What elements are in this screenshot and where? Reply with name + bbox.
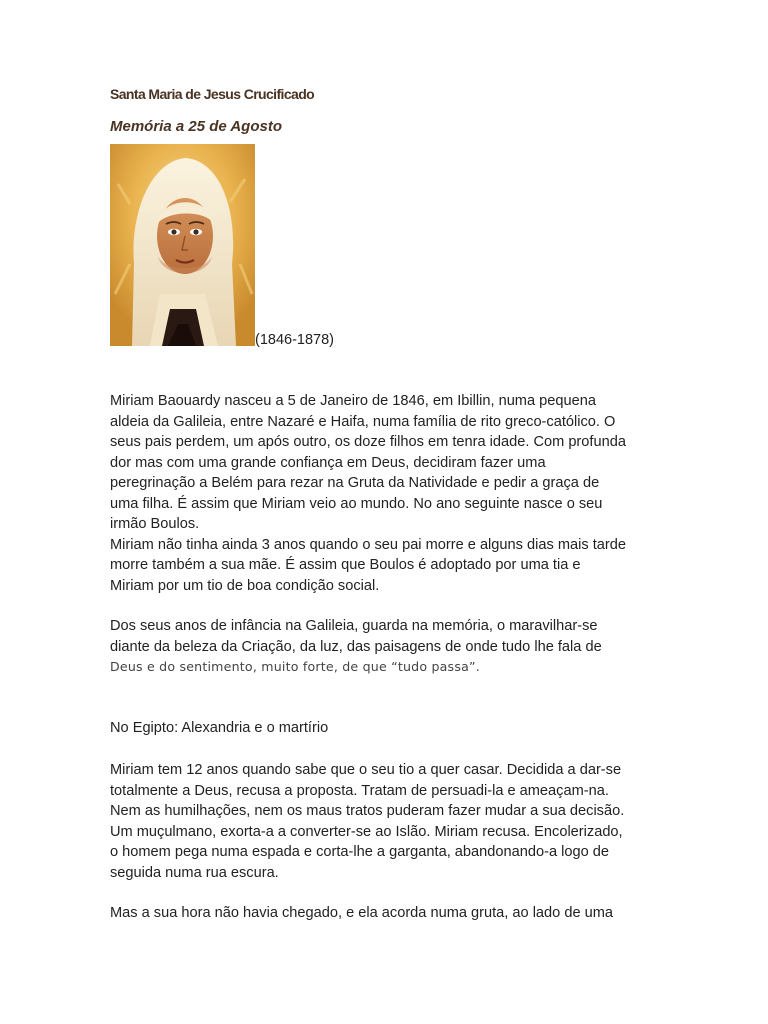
paragraph-line: Um muçulmano, exorta-a a converter-se ao Islão. Miriam recusa. Encolerizado,	[110, 823, 623, 840]
paragraph-line: Miriam por um tio de boa condição social.	[110, 577, 380, 594]
paragraph-line: Miriam não tinha ainda 3 anos quando o seu pai morre e alguns dias mais tarde	[110, 536, 626, 553]
portrait-caption-dates: (1846-1878)	[255, 332, 334, 348]
paragraph-line: peregrinação a Belém para rezar na Gruta da Natividade e pedir a graça de	[110, 475, 600, 491]
paragraph-line: Miriam tem 12 anos quando sabe que o seu tio a quer casar. Decidida a dar-se	[110, 762, 622, 778]
paragraph-line: uma filha. É assim que Miriam veio ao mundo. No ano seguinte nasce o seu	[110, 495, 603, 512]
paragraph-line: Deus e do sentimento, muito forte, de que “tudo passa”.	[110, 659, 480, 674]
document-title: Santa Maria de Jesus Crucificado	[110, 86, 315, 102]
paragraph-line: totalmente a Deus, recusa a proposta. Tratam de persuadi-la e ameaçam-na.	[110, 782, 609, 799]
biography-paragraph-3	[110, 760, 670, 883]
paragraph-line: dor mas com uma grande confiança em Deus, decidiram fazer uma	[110, 454, 546, 471]
paragraph-line: o homem pega numa espada e corta-lhe a garganta, abandonando-a logo de	[110, 844, 609, 860]
paragraph-line: Dos seus anos de infância na Galileia, guarda na memória, o maravilhar-se	[110, 618, 598, 634]
section-heading-egypt: No Egipto: Alexandria e o martírio	[110, 720, 329, 736]
paragraph-line: diante da beleza da Criação, da luz, das paisagens de onde tudo lhe fala de	[110, 638, 602, 655]
paragraph-line: Nem as humilhações, nem os maus tratos puderam fazer mudar a sua decisão.	[110, 803, 625, 819]
biography-paragraph-2	[110, 616, 670, 678]
biography-paragraph-4	[110, 903, 670, 924]
biography-paragraph-1	[110, 391, 670, 596]
paragraph-line: morre também a sua mãe. É assim que Boulos é adoptado por uma tia e	[110, 557, 581, 573]
paragraph-line: Miriam Baouardy nasceu a 5 de Janeiro de 1846, em Ibillin, numa pequena	[110, 393, 596, 409]
paragraph-line: seus pais perdem, um após outro, os doze filhos em tenra idade. Com profunda	[110, 434, 626, 450]
saint-portrait-image	[110, 144, 255, 346]
paragraph-line: aldeia da Galileia, entre Nazaré e Haifa, numa família de rito greco-católico. O	[110, 413, 616, 430]
paragraph-line: Mas a sua hora não havia chegado, e ela acorda numa gruta, ao lado de uma	[110, 905, 614, 921]
document-subtitle: Memória a 25 de Agosto	[110, 118, 282, 135]
paragraph-line: seguida numa rua escura.	[110, 864, 279, 881]
paragraph-line: irmão Boulos.	[110, 516, 200, 532]
